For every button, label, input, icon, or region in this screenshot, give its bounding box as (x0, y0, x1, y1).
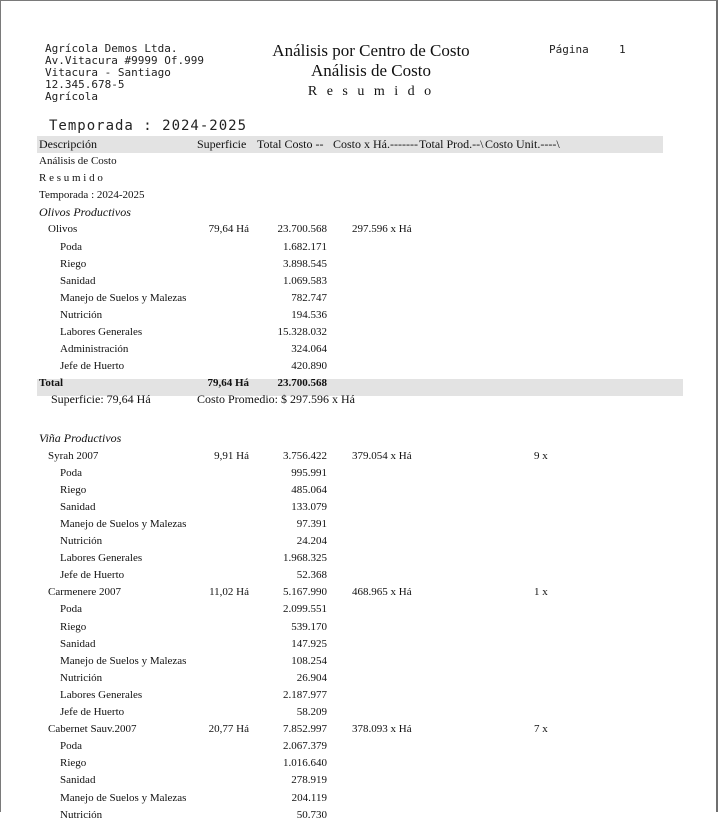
cost-item-value: 2.099.551 (283, 603, 327, 616)
cost-item-value: 420.890 (291, 360, 327, 373)
cost-item-value: 1.069.583 (283, 274, 327, 287)
cost-center-per-ha: 378.093 x Há (352, 723, 412, 736)
total-row (1, 375, 701, 392)
cost-item-label: Riego (60, 620, 87, 633)
cost-item-value: 539.170 (291, 620, 327, 633)
cost-item-label: Sanidad (60, 500, 96, 513)
page-number: 1 (619, 43, 626, 56)
cost-item-value: 194.536 (291, 308, 327, 321)
cost-center-name: Carmenere 2007 (48, 586, 121, 599)
cost-item-row (1, 499, 701, 516)
report-mode: R e s u m i d o (307, 84, 435, 99)
cost-center-unit-cost: 1 x (534, 586, 548, 599)
cost-item-value: 133.079 (291, 500, 327, 513)
cost-item-row (1, 755, 701, 772)
cost-center-total: 23.700.568 (277, 223, 327, 236)
company-info (45, 43, 211, 103)
cost-item-value: 97.391 (296, 517, 327, 530)
cost-item-label: Nutrición (60, 535, 103, 547)
cost-center-total: 3.756.422 (283, 449, 327, 462)
cost-item-label: Manejo de Suelos y Malezas (60, 654, 187, 667)
cost-center-unit-cost: 9 x (534, 449, 548, 462)
cost-center-surface: 79,64 Há (208, 223, 249, 236)
cost-item-label: Sanidad (60, 774, 96, 787)
cost-item-value: 15.328.032 (277, 326, 327, 338)
season-header: Temporada : 2024-2025 (49, 118, 248, 134)
cost-center-row (1, 721, 701, 738)
report-title: Análisis por Centro de Costo (272, 41, 470, 60)
cost-item-row (1, 567, 701, 584)
cost-item-row (1, 358, 701, 375)
company-address: Av.Vitacura #9999 Of.999 (45, 54, 204, 67)
cost-item-value: 782.747 (291, 291, 327, 304)
cost-center-row (1, 584, 701, 601)
report-subtitle: Análisis de Costo (311, 61, 431, 80)
report-title-block (241, 41, 501, 103)
cost-center-per-ha: 468.965 x Há (352, 586, 412, 599)
cost-item-label: Riego (60, 483, 87, 496)
cost-center-per-ha: 379.054 x Há (352, 449, 412, 462)
cost-item-label: Nutrición (60, 308, 103, 321)
info-line (1, 170, 701, 187)
info-line (1, 187, 701, 204)
cost-item-row (1, 482, 701, 499)
cost-item-label: Nutrición (60, 671, 103, 684)
cost-item-label: Poda (60, 240, 82, 253)
cost-item-row (1, 290, 701, 307)
info-line (1, 153, 701, 170)
column-header-costo-unit: Costo Unit.----\ (485, 137, 560, 151)
cost-center-name: Cabernet Sauv.2007 (48, 723, 137, 736)
cost-item-value: 1.682.171 (283, 240, 327, 253)
total-value: 23.700.568 (277, 377, 327, 390)
cost-item-row (1, 256, 701, 273)
cost-center-surface: 11,02 Há (209, 586, 249, 599)
cost-item-row (1, 619, 701, 636)
cost-item-value: 2.187.977 (283, 688, 327, 701)
cost-item-label: Labores Generales (60, 688, 143, 701)
cost-item-label: Sanidad (60, 637, 96, 650)
total-surface: 79,64 Há (207, 377, 249, 390)
cost-center-name: Syrah 2007 (48, 449, 99, 462)
column-header-costo-ha: Costo x Há.------- (333, 137, 418, 151)
group-header (1, 430, 701, 447)
cost-item-label: Poda (60, 603, 82, 616)
cost-item-row (1, 516, 701, 533)
cost-center-total: 5.167.990 (283, 586, 327, 599)
summary-average-cost: Costo Promedio: $ 297.596 x Há (197, 392, 355, 407)
cost-item-label: Poda (60, 466, 82, 479)
cost-item-value: 147.925 (291, 637, 327, 650)
total-label: Total (39, 377, 64, 390)
cost-center-row (1, 448, 701, 465)
cost-center-name: Olivos (48, 223, 78, 236)
cost-item-value: 1.968.325 (283, 552, 327, 565)
cost-item-value: 58.209 (296, 706, 327, 718)
group-header (1, 204, 701, 221)
info-line-text: R e s u m i d o (39, 172, 103, 185)
cost-item-row (1, 636, 701, 653)
column-header-total-prod: Total Prod.--\ (419, 137, 484, 151)
cost-item-label: Manejo de Suelos y Malezas (60, 291, 187, 304)
group-name: Viña Productivos (39, 431, 122, 446)
cost-item-label: Administración (60, 343, 129, 356)
cost-item-value: 108.254 (291, 654, 327, 667)
company-city: Vitacura - Santiago (45, 66, 171, 79)
cost-center-surface: 9,91 Há (214, 449, 249, 462)
cost-center-per-ha: 297.596 x Há (352, 223, 412, 236)
group-name: Olivos Productivos (39, 205, 131, 220)
cost-item-label: Riego (60, 257, 87, 270)
cost-item-row (1, 601, 701, 618)
cost-item-row (1, 790, 701, 807)
cost-item-row (1, 772, 701, 789)
cost-item-value: 2.067.379 (283, 740, 327, 753)
cost-item-value: 485.064 (291, 483, 327, 496)
cost-item-label: Manejo de Suelos y Malezas (60, 791, 187, 804)
cost-item-label: Jefe de Huerto (60, 569, 125, 582)
cost-item-row (1, 550, 701, 567)
summary-surface: Superficie: 79,64 Há (51, 392, 151, 407)
cost-item-row (1, 653, 701, 670)
cost-item-value: 324.064 (291, 343, 327, 356)
cost-center-unit-cost: 7 x (534, 723, 548, 736)
cost-item-row (1, 670, 701, 687)
cost-item-value: 3.898.545 (283, 257, 327, 270)
cost-item-label: Riego (60, 757, 87, 770)
company-name: Agrícola Demos Ltda. (45, 43, 178, 55)
cost-item-row (1, 807, 701, 824)
cost-item-label: Manejo de Suelos y Malezas (60, 517, 187, 530)
cost-item-row (1, 533, 701, 550)
cost-center-total: 7.852.997 (283, 723, 327, 736)
company-rut: 12.345.678-5 (45, 78, 125, 91)
cost-center-surface: 20,77 Há (208, 723, 249, 736)
cost-item-label: Nutrición (60, 808, 103, 821)
cost-item-label: Labores Generales (60, 326, 143, 338)
cost-item-row (1, 687, 701, 704)
cost-center-row (1, 221, 701, 238)
cost-item-value: 52.368 (296, 569, 327, 582)
cost-item-label: Labores Generales (60, 552, 143, 565)
cost-item-row (1, 307, 701, 324)
info-line-text: Temporada : 2024-2025 (39, 189, 145, 202)
cost-item-value: 26.904 (296, 671, 327, 684)
cost-item-value: 24.204 (296, 535, 327, 547)
cost-item-value: 50.730 (296, 808, 327, 821)
cost-item-value: 1.016.640 (283, 757, 327, 770)
cost-item-row (1, 341, 701, 358)
cost-item-label: Sanidad (60, 274, 96, 287)
info-line-text: Análisis de Costo (39, 155, 117, 167)
cost-item-row (1, 704, 701, 721)
cost-item-row (1, 273, 701, 290)
cost-item-row (1, 738, 701, 755)
column-header-superficie: Superficie (197, 137, 247, 151)
column-header-total-costo: Total Costo -- (257, 137, 324, 151)
cost-item-value: 995.991 (291, 466, 327, 479)
cost-item-row (1, 239, 701, 256)
cost-item-value: 278.919 (291, 774, 327, 787)
column-header-descripcion: Descripción (39, 137, 97, 151)
cost-item-label: Jefe de Huerto (60, 706, 125, 718)
cost-item-value: 204.119 (291, 791, 327, 804)
company-type: Agrícola (45, 90, 98, 103)
cost-item-label: Poda (60, 740, 82, 753)
cost-item-row (1, 324, 701, 341)
cost-item-row (1, 465, 701, 482)
page-label: Página (549, 43, 589, 56)
cost-item-label: Jefe de Huerto (60, 360, 125, 373)
